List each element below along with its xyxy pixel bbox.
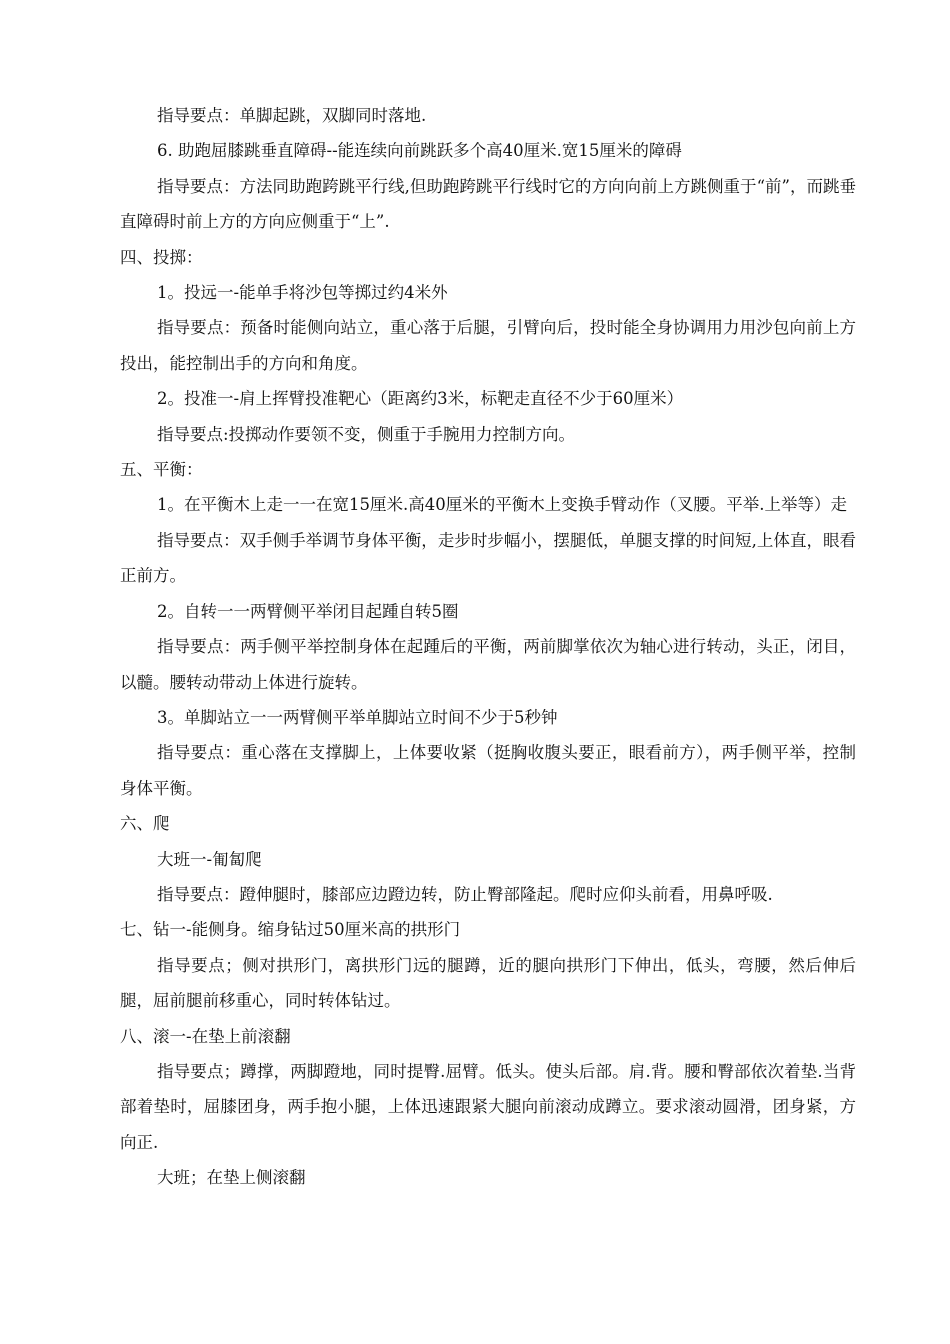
paragraph: 大班一-匍匐爬: [157, 849, 262, 869]
paragraph: 指导要点：双手侧手举调节身体平衡，走步时步幅小，摆腿低，单腿支撑的时间短,上体直，眼看正前方。: [120, 530, 856, 586]
section-heading: 四、投掷：: [120, 247, 203, 267]
paragraph: 2。投准一-肩上挥臂投准靶心（距离约3米，标靶走直径不少于60厘米）: [157, 389, 684, 409]
section-heading: 五、平衡：: [120, 460, 203, 480]
paragraph: 2。自转一一两臂侧平举闭目起踵自转5圈: [157, 601, 459, 621]
paragraph: 指导要点:投掷动作要领不变，侧重于手腕用力控制方向。: [157, 424, 576, 444]
paragraph: 指导要点：重心落在支撑脚上，上体要收紧（挺胸收腹头要正，眼看前方），两手侧平举，控制身体平衡。: [120, 743, 856, 798]
paragraph: 指导要点；侧对拱形门，离拱形门远的腿蹲，近的腿向拱形门下伸出，低头，弯腰，然后伸后腿，屈前腿前移重心，同时转体钻过。: [120, 955, 856, 1011]
paragraph: 指导要点：两手侧平举控制身体在起踵后的平衡，两前脚掌依次为轴心进行转动，头正，闭目，以髓。腰转动带动上体进行旋转。: [120, 637, 856, 692]
paragraph: 6. 助跑屈膝跳垂直障碍--能连续向前跳跃多个高40厘米.宽15厘米的障碍: [157, 141, 682, 161]
paragraph: 大班；在垫上侧滚翻: [157, 1168, 306, 1188]
paragraph: 指导要点：蹬伸腿时，膝部应边蹬边转，防止臀部隆起。爬时应仰头前看，用鼻呼吸.: [157, 884, 773, 904]
section-heading: 七、钻一-能侧身。缩身钻过50厘米高的拱形门: [120, 920, 461, 940]
paragraph: 3。单脚站立一一两臂侧平举单脚站立时间不少于5秒钟: [157, 707, 558, 727]
paragraph: 1。投远一-能单手将沙包等掷过约4米外: [157, 283, 448, 303]
paragraph: 指导要点；蹲撑，两脚蹬地，同时提臀.屈臂。低头。使头后部。肩.背。腰和臀部依次着垫.当背部着垫时，屈膝团身，两手抱小腿，上体迅速跟紧大腿向前滚动成蹲立。要求滚动圆滑，团身紧，方向正.: [120, 1061, 856, 1152]
document-page: [120, 98, 856, 1196]
paragraph: 1。在平衡木上走一一在宽15厘米.高40厘米的平衡木上变换手臂动作（叉腰。平举.上举等）走: [157, 495, 847, 515]
paragraph: 指导要点：单脚起跳，双脚同时落地.: [157, 106, 427, 125]
section-heading: 八、滚一-在垫上前滚翻: [120, 1026, 291, 1046]
paragraph: 指导要点：方法同助跑跨跳平行线,但助跑跨跳平行线时它的方向向前上方跳侧重于“前”，而跳垂直障碍时前上方的方向应侧重于“上”.: [120, 176, 856, 232]
section-heading: 六、爬: [120, 814, 170, 834]
paragraph: 指导要点：预备时能侧向站立，重心落于后腿，引臂向后，投时能全身协调用力用沙包向前上方投出，能控制出手的方向和角度。: [120, 318, 856, 373]
